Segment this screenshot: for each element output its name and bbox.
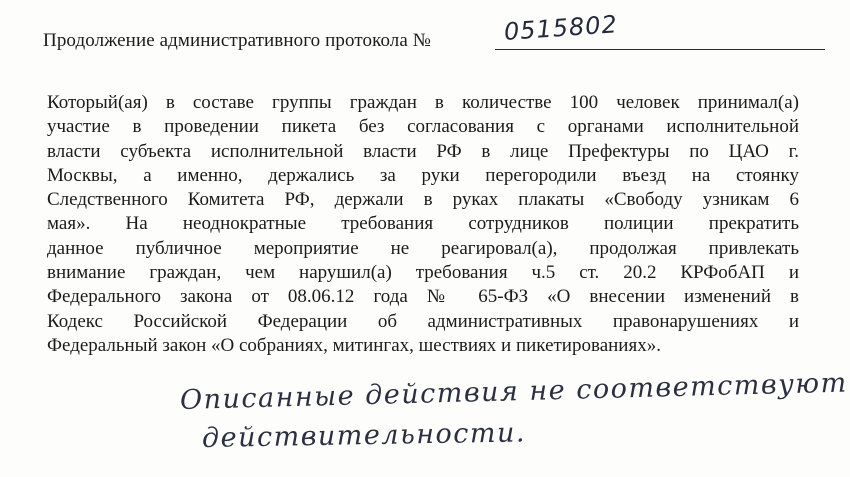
handwritten-note-line-2: действительности.: [201, 417, 527, 454]
body-line: Федерального закона от 08.06.12 года № 65-ФЗ «О внесении изменений в: [47, 286, 799, 308]
body-line: внимание граждан, чем нарушил(а) требования ч.5 ст. 20.2 КРФобАП и: [47, 262, 799, 284]
protocol-body-text: [47, 91, 799, 358]
handwritten-note-line-1: Описанные действия не соответствуют: [179, 367, 849, 416]
body-line: Москвы, а именно, держались за руки перегородили въезд на стоянку: [47, 164, 799, 186]
body-line: Федеральный закон «О собраниях, митингах, шествиях и пикетированиях».: [47, 334, 661, 356]
protocol-number-handwritten: 0515802: [503, 10, 619, 47]
body-line: данное публичное мероприятие не реагировал(а), продолжая привлекать: [47, 237, 799, 259]
body-line: власти субъекта исполнительной власти РФ в лице Префектуры по ЦАО г.: [47, 140, 799, 162]
body-line: Который(ая) в составе группы граждан в количестве 100 человек принимал(а): [47, 92, 799, 113]
body-line: участие в проведении пикета без согласования с органами исполнительной: [47, 116, 799, 138]
protocol-header-label: Продолжение административного протокола №: [43, 30, 431, 51]
handwritten-note: [179, 367, 849, 475]
protocol-number-underline: [495, 49, 825, 50]
body-line: мая». На неоднократные требования сотрудников полиции прекратить: [47, 213, 799, 235]
body-line: Следственного Комитета РФ, держали в руках плакаты «Свободу узникам 6: [47, 189, 799, 211]
body-line: Кодекс Российской Федерации об административных правонарушениях и: [47, 310, 799, 332]
protocol-header: [43, 10, 783, 56]
